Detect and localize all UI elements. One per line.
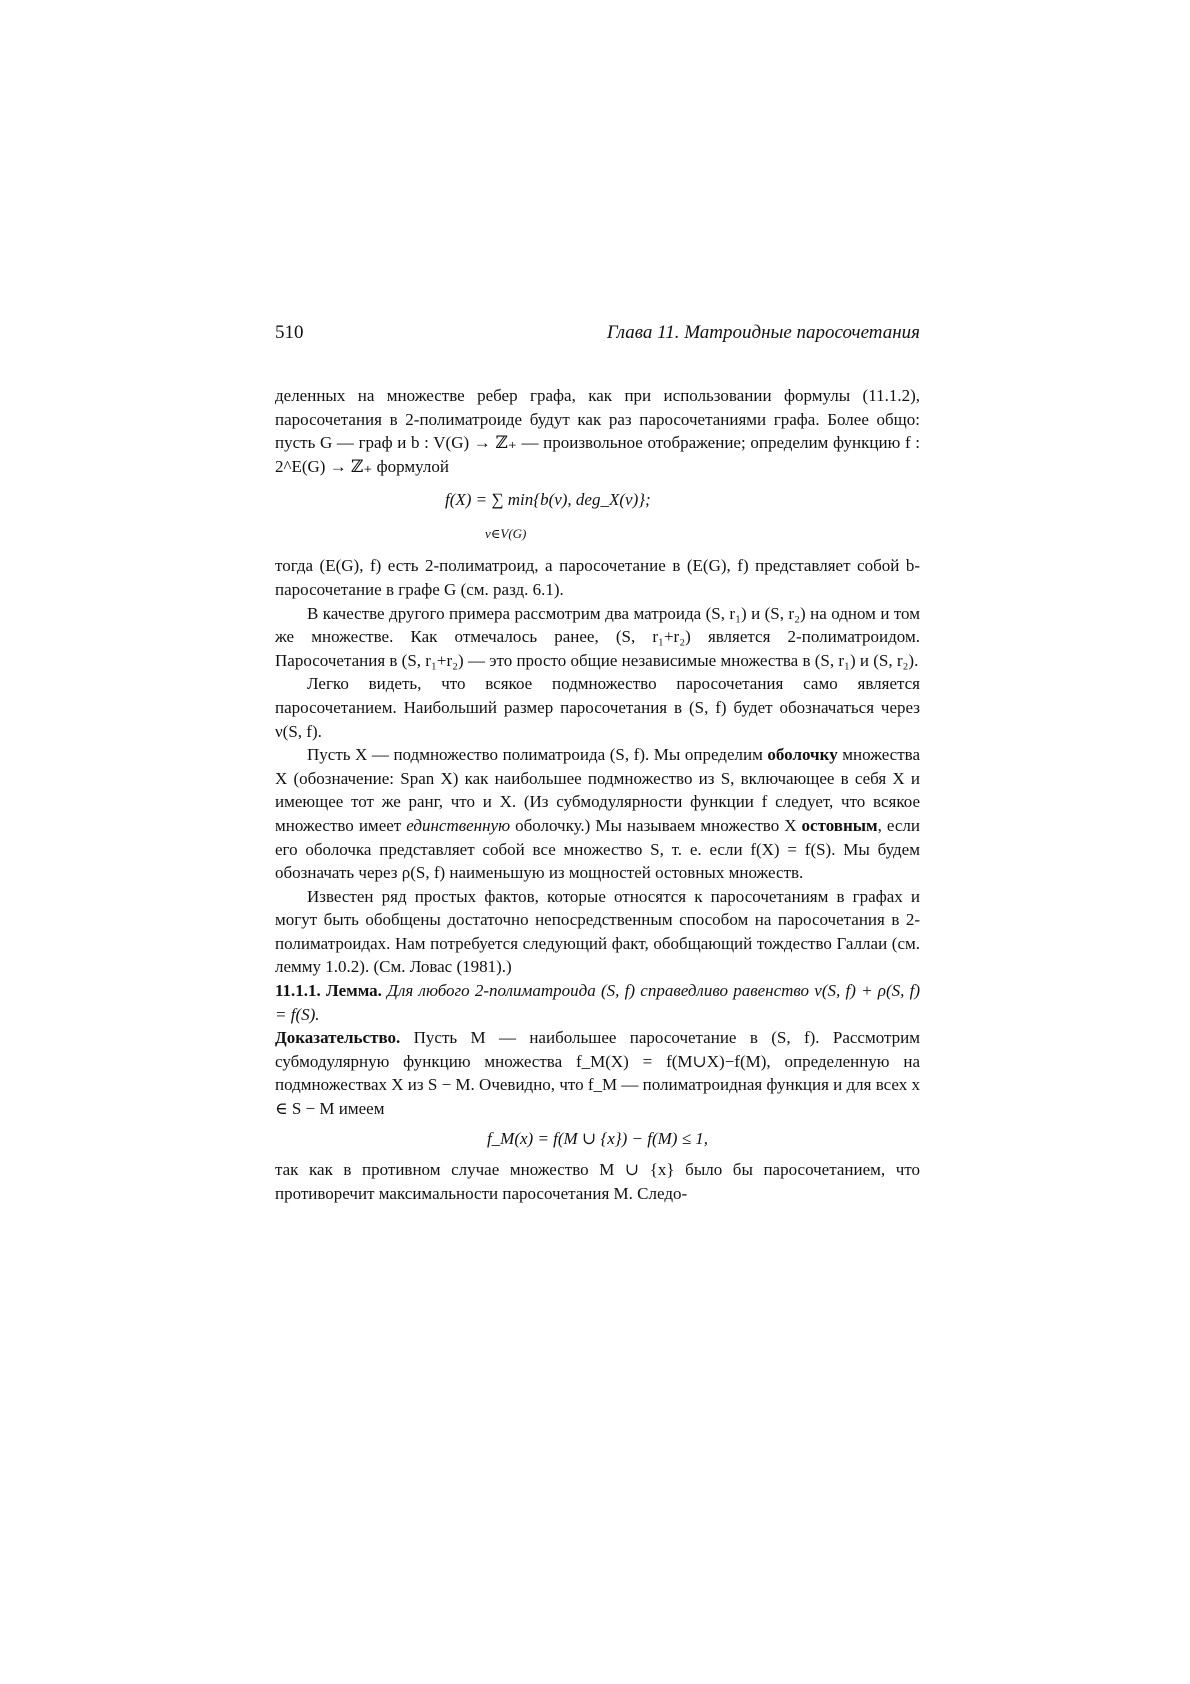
- p5-text-a: Пусть X — подмножество полиматроида (S, f). Мы определим: [307, 745, 768, 765]
- formula-fm: f_M(x) = f(M ∪ {x}) − f(M) ≤ 1,: [486, 1128, 709, 1148]
- page-body: [275, 384, 920, 1205]
- formula-sum-subscript: v∈V(G): [485, 526, 527, 542]
- term-spanning: остовным: [801, 815, 878, 835]
- p5-text-c: множества X (обозначение: Span X) как наибольшее подмножество из S, включающее в себя X и имеющее тот же ранг, что и X. (Из субмодулярности функции f следует, что всякое множество имеет: [275, 745, 921, 835]
- formula-rank-function: [275, 484, 920, 546]
- document-page: [275, 322, 920, 1205]
- paragraph-6: Известен ряд простых фактов, которые относятся к паросочетаниям в графах и могут быть обобщены достаточно непосредственным способом на паросочетания в 2-полиматроидах. Нам потребуется следующий факт, обобщающий тождество Галлаи (см. лемму 1.0.2). (См. Ловас (1981).): [275, 886, 920, 977]
- p5-text-g: , если его оболочка представляет собой все множество S, т. е. если f(X) = f(S). Мы будем обозначать через ρ(S, f) наименьшую из мощностей остовных множеств.: [275, 815, 920, 883]
- formula-main: f(X) = ∑ min{b(v), deg_X(v)};: [445, 490, 651, 510]
- lemma-statement: Для любого 2-полиматроида (S, f) справедливо равенство ν(S, f) + ρ(S, f) = f(S).: [275, 981, 920, 1024]
- proof-text: Пусть M — наибольшее паросочетание в (S, f). Рассмотрим субмодулярную функцию множества f_M(X) = f(M∪X)−f(M), определенную на подмножествах X из S − M. Очевидно, что f_M — полиматроидная функция и для всех x ∈ S − M имеем: [275, 1028, 920, 1119]
- paragraph-4: Легко видеть, что всякое подмножество паросочетания само является паросочетанием. Наибольший размер паросочетания в (S, f) будет обозначаться через ν(S, f).: [275, 674, 920, 741]
- proof-label: Доказательство.: [275, 1028, 401, 1048]
- page-number: 510: [275, 322, 304, 343]
- term-span: оболочку: [767, 745, 838, 765]
- lemma: [275, 979, 920, 1026]
- running-head: Глава 11. Матроидные паросочетания: [606, 322, 920, 343]
- emphasis-unique: единственную: [406, 815, 511, 835]
- proof: [275, 1026, 920, 1120]
- paragraph-7: так как в противном случае множество M ∪ {x} было бы паросочетанием, что противоречит максимальности паросочетания M. Следо-: [275, 1160, 920, 1203]
- paragraph-2: тогда (E(G), f) есть 2-полиматроид, а паросочетание в (E(G), f) представляет собой b-паросочетание в графе G (см. разд. 6.1).: [275, 556, 920, 599]
- paragraph-5: [275, 743, 920, 885]
- lemma-label: 11.1.1. Лемма.: [275, 981, 382, 1001]
- p5-text-e: оболочку.) Мы называем множество X: [510, 815, 802, 835]
- paragraph-3: В качестве другого примера рассмотрим два матроида (S, r₁) и (S, r₂) на одном и том же множестве. Как отмечалось ранее, (S, r₁+r₂) является 2-полиматроидом. Паросочетания в (S, r₁+r₂) — это просто общие независимые множества в (S, r₁) и (S, r₂).: [275, 603, 920, 670]
- page-header: [275, 322, 920, 352]
- paragraph-1: деленных на множестве ребер графа, как при использовании формулы (11.1.2), паросочетания в 2-полиматроиде будут как раз паросочетаниями графа. Более общо: пусть G — граф и b : V(G) → ℤ₊ — произвольное отображение; определим функцию f : 2^E(G) → ℤ₊ формулой: [275, 386, 920, 476]
